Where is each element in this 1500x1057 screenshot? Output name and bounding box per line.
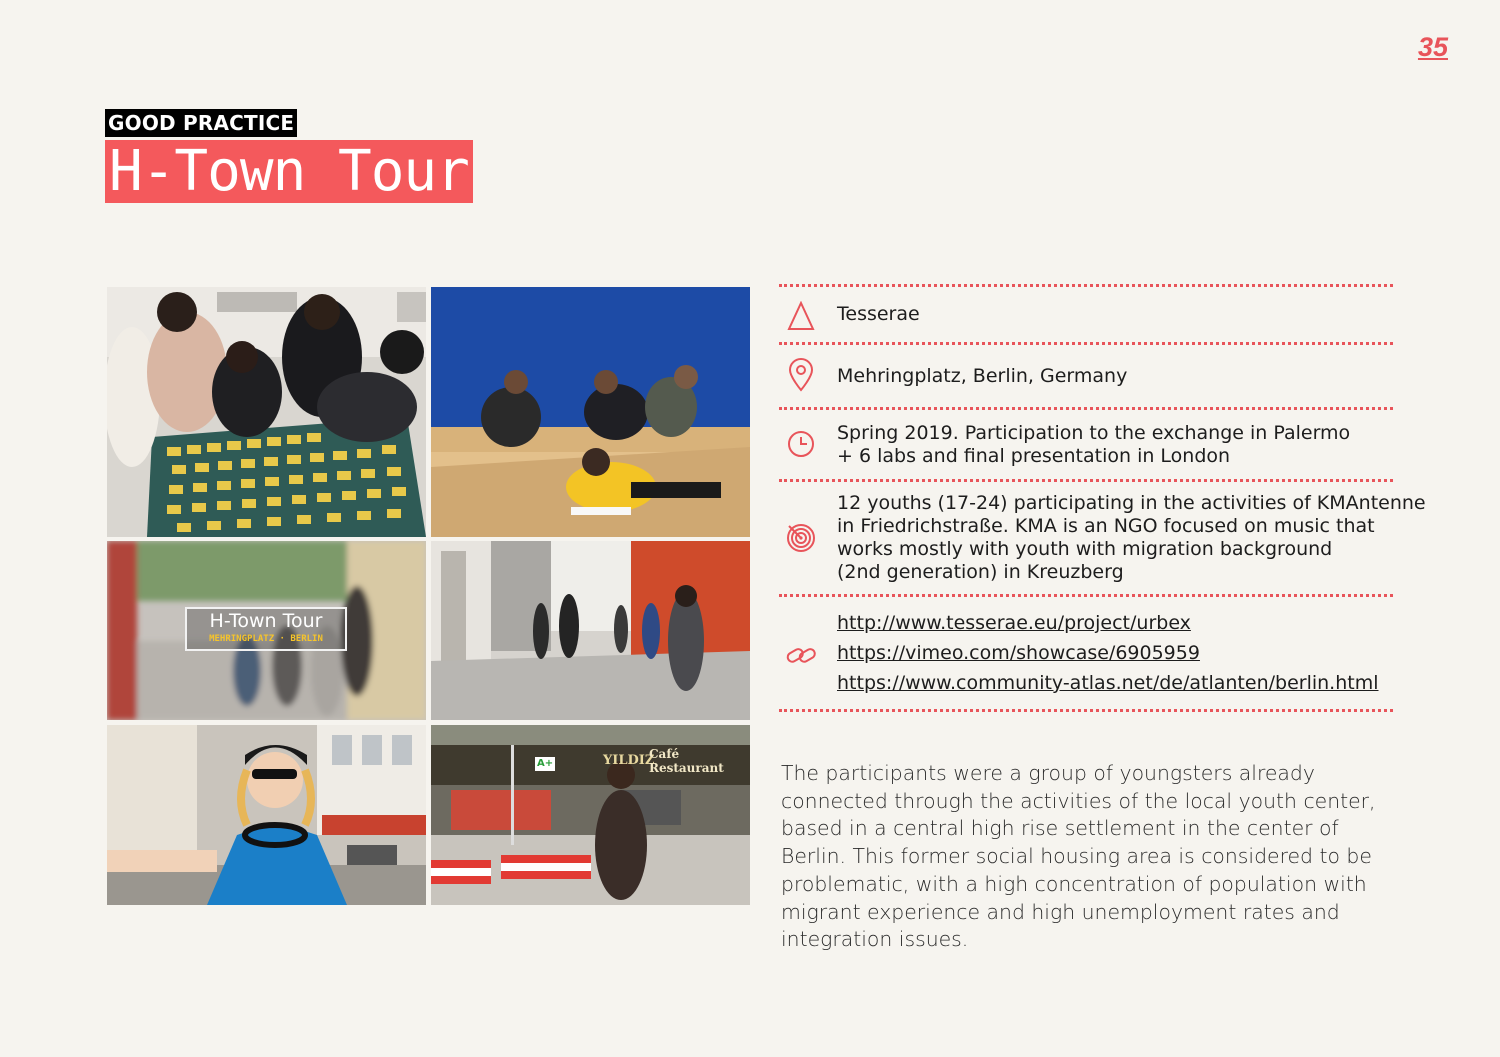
link-community-atlas[interactable]: https://www.community-atlas.net/de/atlanten/berlin.html bbox=[837, 672, 1379, 694]
info-row-participants bbox=[779, 482, 1426, 597]
shop-sign-apotheke: A+ bbox=[537, 758, 554, 769]
video-title-overlay bbox=[185, 607, 347, 651]
description-line: problematic, with a high concentration of population with bbox=[781, 871, 1367, 896]
location-text: Mehringplatz, Berlin, Germany bbox=[837, 364, 1128, 387]
info-row-organization bbox=[779, 287, 1393, 345]
target-icon bbox=[785, 522, 817, 554]
info-row-location bbox=[779, 345, 1393, 410]
page-number: 35 bbox=[1417, 32, 1448, 62]
map-pin-icon bbox=[785, 359, 817, 391]
shop-sign-yildiz: YILDIZ bbox=[603, 753, 655, 768]
project-info-panel bbox=[779, 284, 1426, 712]
info-row-timing bbox=[779, 410, 1393, 482]
section-kicker: GOOD PRACTICE bbox=[105, 109, 297, 137]
photo-card-game bbox=[107, 287, 426, 537]
description-line: integration issues. bbox=[781, 927, 969, 952]
participants-line-4: (2nd generation) in Kreuzberg bbox=[837, 561, 1124, 583]
organization-name: Tesserae bbox=[837, 303, 920, 325]
photo-street-barriers bbox=[431, 725, 750, 905]
description-line: The participants were a group of youngsters already bbox=[781, 761, 1315, 785]
description-line: migrant experience and high unemployment rates and bbox=[781, 899, 1340, 924]
video-subtitle-text: MEHRINGPLATZ · BERLIN bbox=[209, 634, 323, 644]
page-title: H-Town Tour bbox=[105, 140, 473, 203]
participants-line-1: 12 youths (17-24) participating in the activities of KMAntenne bbox=[837, 492, 1426, 514]
timing-line-1: Spring 2019. Participation to the exchange in Palermo bbox=[837, 421, 1351, 444]
photo-video-title bbox=[107, 541, 426, 720]
description-line: connected through the activities of the local youth center, bbox=[781, 788, 1376, 813]
info-row-links bbox=[779, 597, 1393, 712]
project-description bbox=[781, 760, 1381, 954]
link-tesserae[interactable]: http://www.tesserae.eu/project/urbex bbox=[837, 612, 1191, 634]
participants-line-2: in Friedrichstraße. KMA is an NGO focused on music that bbox=[837, 515, 1375, 537]
timing-line-2: + 6 labs and final presentation in London bbox=[837, 444, 1231, 467]
triangle-icon bbox=[785, 300, 817, 332]
video-title-text: H-Town Tour bbox=[209, 610, 323, 632]
clock-icon bbox=[785, 428, 817, 460]
description-line: Berlin. This former social housing area is considered to be bbox=[781, 844, 1372, 869]
description-line: based in a central high rise settlement in the center of bbox=[781, 816, 1339, 841]
photo-selfie-cap bbox=[107, 725, 426, 905]
shop-sign-cafe: Café Restaurant bbox=[649, 747, 724, 775]
photo-group-bench bbox=[431, 287, 750, 537]
participants-line-3: works mostly with youth with migration background bbox=[837, 538, 1333, 560]
photo-walking-alley bbox=[431, 541, 750, 720]
link-vimeo[interactable]: https://vimeo.com/showcase/6905959 bbox=[837, 642, 1200, 664]
link-icon bbox=[785, 639, 817, 671]
